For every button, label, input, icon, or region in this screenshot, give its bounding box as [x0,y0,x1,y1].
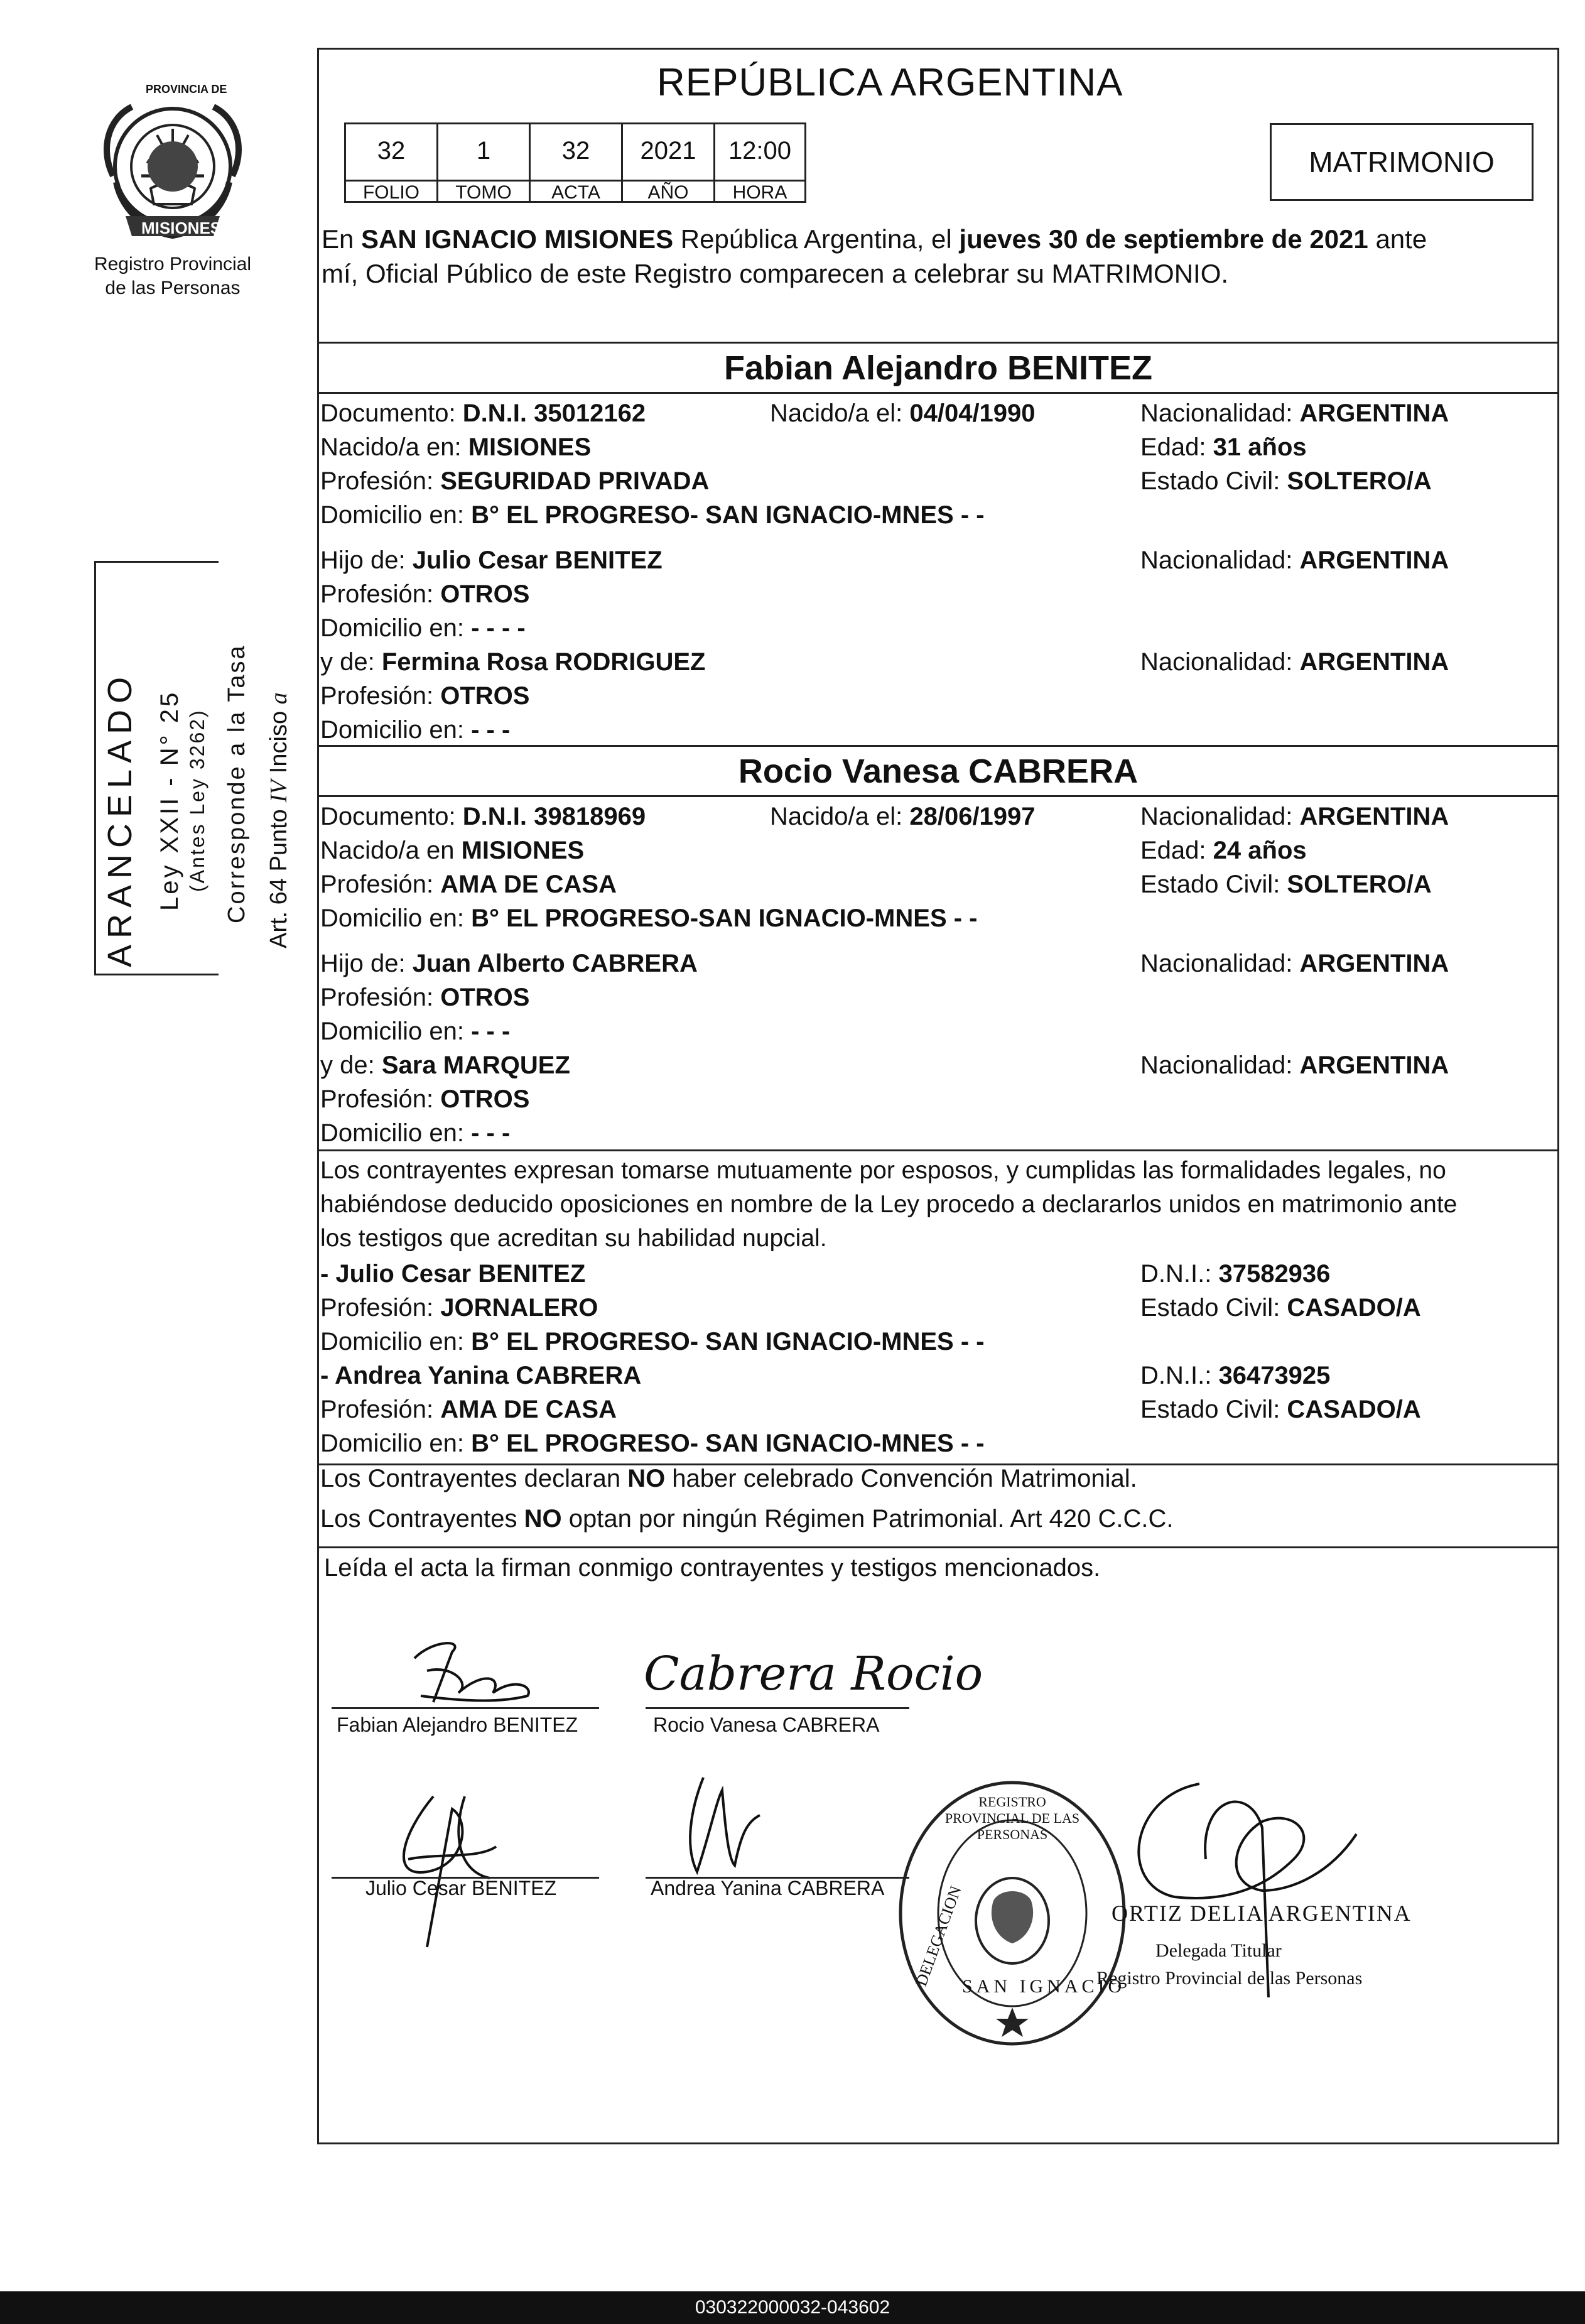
witness-2-dom-value: B° EL PROGRESO- SAN IGNACIO-MNES - - [471,1430,985,1457]
signature-groom [377,1633,565,1715]
seal-left-text: DELEGACION [912,1883,965,1989]
acta-label: ACTA [531,180,621,204]
witness-1-prof-label: Profesión: [320,1294,441,1322]
groom-doc-value: D.N.I. 35012162 [462,399,646,427]
intro-p3: ante [1368,224,1427,254]
groom-nat-value: ARGENTINA [1299,399,1449,427]
witness-2-prof [320,1393,617,1426]
signature-witness-2 [666,1771,779,1891]
convention-line-2 [320,1502,1174,1535]
witness-1-prof-value: JORNALERO [440,1294,598,1322]
convention-line-1 [320,1462,1137,1495]
logo-caption-1: Registro Provincial [94,254,252,274]
witness-1-prof [320,1291,598,1324]
divider-groom-name [317,392,1559,394]
bride-mother [320,1049,570,1082]
groom-born-label: Nacido/a el: [770,399,910,427]
groom-dom [320,499,985,531]
groom-age [1140,431,1307,464]
groom-father-value: Julio Cesar BENITEZ [412,546,663,574]
ceremony-line-2: habiéndose deducido oposiciones en nombre de la Ley procedo a declararlos unidos en matrimonio ante [320,1191,1458,1218]
bride-birthplace-value: MISIONES [461,837,585,864]
bride-doc-label: Documento: [320,803,463,830]
bride-birthplace [320,834,584,867]
groom-age-value: 31 años [1213,433,1307,461]
registry-box [344,122,806,203]
bride-prof-value: AMA DE CASA [440,871,617,898]
groom-birthplace-value: MISIONES [468,433,592,461]
groom-father-prof-value: OTROS [440,580,530,608]
conv2-a: Los Contrayentes [320,1505,524,1533]
bride-father-nat-label: Nacionalidad: [1140,950,1300,977]
groom-prof [320,465,709,497]
seal-bottom-text: MISIONES [141,219,222,237]
hora-value: 12:00 [728,137,792,165]
groom-mother-nat-value: ARGENTINA [1299,648,1449,676]
witness-1-civil [1140,1291,1421,1324]
groom-father-prof [320,578,529,611]
ceremony-line-3: los testigos que acreditan su habilidad nupcial. [320,1225,827,1252]
tomo-value: 1 [476,137,491,165]
bride-mother-prof [320,1083,529,1116]
seal-bottom-text: SAN IGNACIO [962,1976,1126,1997]
groom-birthplace-label: Nacido/a en: [320,433,468,461]
document-code-bar: 030322000032-043602 [0,2291,1585,2324]
tomo-label: TOMO [438,180,529,204]
groom-age-label: Edad: [1140,433,1213,461]
groom-civil [1140,465,1432,497]
groom-mother-nat [1140,646,1449,678]
stamp-inciso-label: Inciso [266,704,292,780]
signature-label-witness-1: Julio Cesar BENITEZ [365,1877,557,1899]
groom-civil-value: SOLTERO/A [1287,467,1432,495]
groom-prof-label: Profesión: [320,467,441,495]
intro-line-1 [322,223,1427,256]
conv1-c: haber celebrado Convención Matrimonial. [665,1465,1137,1492]
bride-father-prof [320,981,529,1014]
signature-line-1 [332,1707,599,1709]
hora-cell [713,122,806,203]
bride-born [770,800,1036,833]
seal-top-text: PROVINCIA DE [146,83,227,95]
divider-groom [317,342,1559,344]
intro-place: SAN IGNACIO MISIONES [361,224,674,254]
bride-born-value: 28/06/1997 [909,803,1036,830]
bride-mother-prof-value: OTROS [440,1085,530,1113]
bride-mother-nat-value: ARGENTINA [1299,1051,1449,1079]
groom-mother-dom [320,714,510,746]
acta-cell [529,122,623,203]
conv1-no: NO [627,1465,666,1492]
witness-1-dni-label: D.N.I.: [1140,1260,1219,1288]
groom-mother-prof-value: OTROS [440,682,530,710]
groom-father-label: Hijo de: [320,546,413,574]
signature-label-bride: Rocio Vanesa CABRERA [653,1713,880,1736]
anio-label: AÑO [623,180,713,204]
ceremony-line-1: Los contrayentes expresan tomarse mutuamente por esposos, y cumplidas las formalidades legales, no [320,1157,1446,1184]
bride-nat-label: Nacionalidad: [1140,803,1300,830]
groom-father-prof-label: Profesión: [320,580,441,608]
bride-born-label: Nacido/a el: [770,803,910,830]
acta-value: 32 [561,137,590,165]
page-title: REPÚBLICA ARGENTINA [657,61,1123,104]
bride-mother-nat-label: Nacionalidad: [1140,1051,1300,1079]
bride-mother-dom-label: Domicilio en: [320,1119,472,1147]
official-role: Delegada Titular [1155,1940,1282,1961]
witness-2-dni-value: 36473925 [1218,1362,1331,1389]
groom-nat [1140,397,1449,430]
groom-father-nat-label: Nacionalidad: [1140,546,1300,574]
bride-father [320,947,698,980]
groom-prof-value: SEGURIDAD PRIVADA [440,467,710,495]
bride-father-nat [1140,947,1449,980]
signature-bride-handwritten: Cabrera Rocio [644,1647,983,1701]
groom-civil-label: Estado Civil: [1140,467,1287,495]
folio-label: FOLIO [346,180,436,204]
witness-1-dom-value: B° EL PROGRESO- SAN IGNACIO-MNES - - [471,1328,985,1355]
bride-father-label: Hijo de: [320,950,413,977]
bride-nat [1140,800,1449,833]
groom-doc-label: Documento: [320,399,463,427]
bride-father-value: Juan Alberto CABRERA [412,950,698,977]
groom-mother-value: Fermina Rosa RODRIGUEZ [381,648,706,676]
signature-label-witness-2: Andrea Yanina CABRERA [651,1877,885,1899]
intro-p1: En [322,224,362,254]
groom-birthplace [320,431,591,464]
signature-label-groom: Fabian Alejandro BENITEZ [337,1713,578,1736]
bride-civil-value: SOLTERO/A [1287,871,1432,898]
groom-mother [320,646,706,678]
groom-mother-dom-label: Domicilio en: [320,716,472,744]
delegation-seal [893,1775,1132,2051]
witness-2-dom-label: Domicilio en: [320,1430,472,1457]
groom-father-dom [320,612,526,644]
conv2-no: NO [524,1505,562,1533]
witness-1-dni-value: 37582936 [1218,1260,1331,1288]
stamp-arancelado: ARANCELADO [101,670,139,967]
stamp-art-text: Art. 64 Punto [266,802,292,948]
bride-mother-value: Sara MARQUEZ [381,1051,570,1079]
witness-2-dom [320,1427,985,1460]
witness-2-dni-label: D.N.I.: [1140,1362,1219,1389]
witness-2-prof-label: Profesión: [320,1396,441,1423]
witness-2-name: - Andrea Yanina CABRERA [320,1362,642,1389]
signature-line-2 [646,1707,909,1709]
groom-born [770,397,1036,430]
bride-prof [320,868,617,901]
tomo-cell [436,122,531,203]
registry-logo [88,82,257,251]
official-office: Registro Provincial de las Personas [1096,1968,1363,1989]
bride-birthplace-label: Nacido/a en [320,837,462,864]
bride-age-value: 24 años [1213,837,1307,864]
bride-father-prof-value: OTROS [440,984,530,1011]
stamp-antes: (Antes Ley 3262) [186,709,208,892]
bride-doc [320,800,646,833]
bride-mother-prof-label: Profesión: [320,1085,441,1113]
act-type-badge: MATRIMONIO [1270,123,1534,201]
bride-father-dom [320,1015,510,1048]
groom-father-nat-value: ARGENTINA [1299,546,1449,574]
groom-mother-prof-label: Profesión: [320,682,441,710]
witness-2-civil-value: CASADO/A [1287,1396,1421,1423]
bride-father-dom-label: Domicilio en: [320,1018,472,1045]
groom-mother-dom-value: - - - [471,716,511,744]
hora-label: HORA [715,180,804,204]
witness-1-civil-value: CASADO/A [1287,1294,1421,1322]
groom-father [320,544,663,577]
bride-age-label: Edad: [1140,837,1213,864]
bride-mother-dom [320,1117,510,1149]
witness-2-civil-label: Estado Civil: [1140,1396,1287,1423]
bride-name: Rocio Vanesa CABRERA [738,752,1139,790]
logo-caption-2: de las Personas [105,278,241,298]
divider-closing [317,1546,1559,1548]
groom-nat-label: Nacionalidad: [1140,399,1300,427]
bride-mother-label: y de: [320,1051,382,1079]
folio-cell [344,122,438,203]
witness-1-dni [1140,1257,1330,1290]
groom-dom-label: Domicilio en: [320,501,472,529]
anio-value: 2021 [640,137,696,165]
bride-father-prof-label: Profesión: [320,984,441,1011]
bride-doc-value: D.N.I. 39818969 [462,803,646,830]
intro-date: jueves 30 de septiembre de 2021 [959,224,1368,254]
stamp-punto: IV [266,779,292,803]
witness-2-civil [1140,1393,1421,1426]
stamp-inciso: a [266,692,292,705]
bride-father-nat-value: ARGENTINA [1299,950,1449,977]
divider-ceremony [317,1149,1559,1151]
stamp-ley: Ley XXII - N° 25 [156,690,183,911]
bride-prof-label: Profesión: [320,871,441,898]
groom-born-value: 04/04/1990 [909,399,1036,427]
bride-civil [1140,868,1432,901]
conv2-c: optan por ningún Régimen Patrimonial. Art 420 C.C.C. [561,1505,1174,1533]
witness-1-dom-label: Domicilio en: [320,1328,472,1355]
groom-mother-nat-label: Nacionalidad: [1140,648,1300,676]
intro-p2: República Argentina, el [673,224,960,254]
folio-value: 32 [377,137,406,165]
stamp-corresponde: Corresponde a la Tasa [224,644,250,923]
bride-civil-label: Estado Civil: [1140,871,1287,898]
groom-mother-label: y de: [320,648,382,676]
witness-1-civil-label: Estado Civil: [1140,1294,1287,1322]
groom-father-dom-label: Domicilio en: [320,614,472,642]
bride-dom-value: B° EL PROGRESO-SAN IGNACIO-MNES - - [471,904,978,932]
bride-dom-label: Domicilio en: [320,904,472,932]
divider-bride-name [317,795,1559,797]
groom-dom-value: B° EL PROGRESO- SAN IGNACIO-MNES - - [471,501,985,529]
groom-mother-prof [320,680,529,712]
bride-nat-value: ARGENTINA [1299,803,1449,830]
groom-doc [320,397,646,430]
bride-mother-nat [1140,1049,1449,1082]
groom-father-dom-value: - - - - [471,614,526,642]
bride-age [1140,834,1307,867]
signature-witness-1 [364,1784,515,1960]
groom-father-nat [1140,544,1449,577]
closing-text: Leída el acta la firman conmigo contrayentes y testigos mencionados. [324,1554,1101,1582]
official-name: ORTIZ DELIA ARGENTINA [1112,1901,1412,1926]
intro-line-2: mí, Oficial Público de este Registro comparecen a celebrar su MATRIMONIO. [322,259,1229,288]
anio-cell [621,122,715,203]
witness-2-dni [1140,1359,1330,1392]
bride-father-dom-value: - - - [471,1018,511,1045]
conv1-a: Los Contrayentes declaran [320,1465,628,1492]
bride-mother-dom-value: - - - [471,1119,511,1147]
witness-1-name: - Julio Cesar BENITEZ [320,1260,586,1288]
witness-2-prof-value: AMA DE CASA [440,1396,617,1423]
groom-name: Fabian Alejandro BENITEZ [723,349,1153,387]
witness-1-dom [320,1325,985,1358]
bride-dom [320,902,977,935]
stamp-articulo [265,692,293,948]
seal-ring-text: REGISTRO PROVINCIAL DE LAS PERSONAS [944,1794,1080,1842]
